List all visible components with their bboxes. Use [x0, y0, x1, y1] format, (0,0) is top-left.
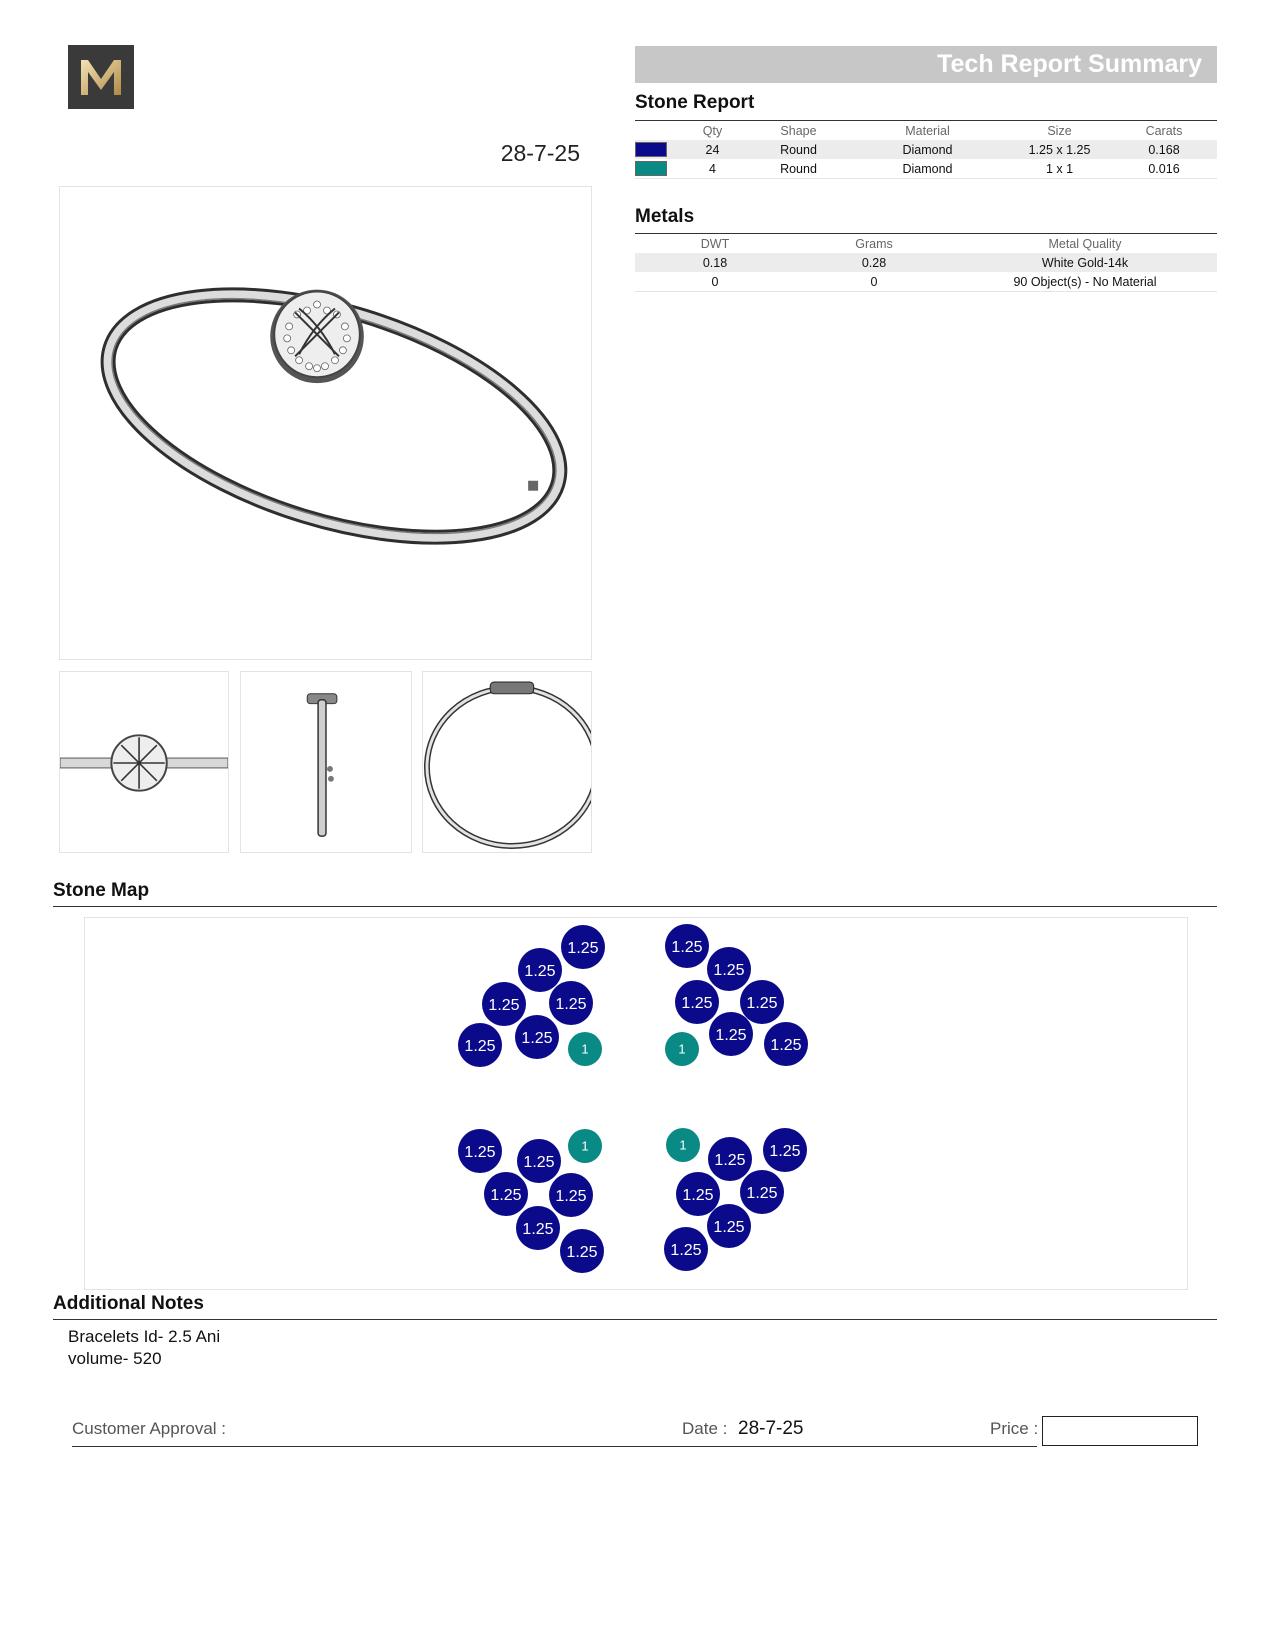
stone-1-25mm-label: 1.25	[770, 1036, 802, 1054]
metal-dwt: 0	[635, 272, 795, 292]
color-column-header	[635, 122, 675, 140]
date-label: Date :	[682, 1419, 728, 1438]
stone-1-25mm-label: 1.25	[464, 1143, 496, 1161]
stone-1-25mm	[549, 981, 593, 1025]
stone-1-25mm-label: 1.25	[746, 1184, 778, 1202]
stone-1-25mm-label: 1.25	[555, 995, 587, 1013]
stone-1-25mm	[707, 1204, 751, 1248]
stone-1-25mm	[708, 1137, 752, 1181]
stone-1-25mm-label: 1.25	[714, 1151, 746, 1169]
stone-1-25mm	[561, 925, 605, 969]
approval-date-value: 28-7-25	[738, 1418, 804, 1439]
stone-report-table	[635, 122, 1217, 179]
top-view-thumbnail	[422, 671, 592, 853]
stone-1-25mm-label: 1.25	[488, 996, 520, 1014]
stone-1-25mm-label: 1.25	[682, 1186, 714, 1204]
report-title: Tech Report Summary	[937, 50, 1202, 78]
stone-1mm	[568, 1032, 602, 1066]
stone-1-25mm	[740, 1170, 784, 1214]
table-row	[635, 253, 1217, 272]
stone-1-25mm-label: 1.25	[746, 994, 778, 1012]
metal-quality-column-header: Metal Quality	[1048, 237, 1122, 251]
stone-1-25mm	[664, 1227, 708, 1271]
stone-1-25mm-label: 1.25	[671, 938, 703, 956]
metals-divider	[635, 233, 1217, 234]
stone-1-25mm	[665, 924, 709, 968]
stone-1-25mm	[676, 1172, 720, 1216]
notes-body	[68, 1326, 220, 1370]
bangle-perspective-image	[60, 187, 591, 659]
stone-shape: Round	[750, 159, 847, 179]
stone-1-25mm-label: 1.25	[464, 1037, 496, 1055]
stone-color-swatch	[635, 142, 667, 157]
front-view-thumbnail	[59, 671, 229, 853]
metals-table	[635, 235, 1217, 292]
table-row	[635, 140, 1217, 159]
stone-report-divider	[635, 120, 1217, 121]
material-column-header: Material	[905, 124, 950, 138]
stone-carats: 0.168	[1111, 140, 1217, 159]
bangle-top-image	[423, 672, 591, 852]
additional-notes-title: Additional Notes	[53, 1293, 204, 1314]
stone-size: 1 x 1	[1008, 159, 1111, 179]
stone-shape: Round	[750, 140, 847, 159]
report-header-bar	[635, 46, 1217, 83]
metals-header-row	[635, 235, 1217, 253]
metal-grams: 0	[795, 272, 953, 292]
report-date: 28-7-25	[500, 140, 580, 166]
stone-1mm	[568, 1129, 602, 1163]
stone-1-25mm	[515, 1015, 559, 1059]
stone-1-25mm	[709, 1012, 753, 1056]
stone-color-swatch	[635, 161, 667, 176]
note-line: Bracelets Id- 2.5 Ani	[68, 1327, 221, 1346]
stone-1-25mm	[675, 980, 719, 1024]
stone-1-25mm-label: 1.25	[524, 962, 556, 980]
stone-material: Diamond	[847, 140, 1008, 159]
stone-qty: 24	[675, 140, 750, 159]
qty-column-header: Qty	[702, 124, 723, 138]
stone-report-header-row	[635, 122, 1217, 140]
shape-column-header: Shape	[780, 124, 817, 138]
stone-1-25mm	[740, 980, 784, 1024]
metals-title: Metals	[635, 206, 695, 227]
metal-grams: 0.28	[795, 253, 953, 272]
stone-1-25mm-label: 1.25	[769, 1142, 801, 1160]
bangle-side-image	[241, 672, 411, 852]
stone-1-25mm	[763, 1128, 807, 1172]
stone-1-25mm-label: 1.25	[490, 1186, 522, 1204]
m-logo-mark	[68, 45, 134, 109]
stone-map-divider	[53, 906, 1217, 907]
stone-1-25mm	[482, 982, 526, 1026]
stone-1-25mm	[484, 1172, 528, 1216]
stone-1mm-label: 1	[678, 1041, 686, 1057]
stone-1-25mm-label: 1.25	[566, 1243, 598, 1261]
stone-qty: 4	[675, 159, 750, 179]
stone-map-panel	[84, 917, 1188, 1290]
stone-1-25mm-label: 1.25	[523, 1153, 555, 1171]
stone-map-title: Stone Map	[53, 880, 150, 901]
stone-1-25mm-label: 1.25	[715, 1026, 747, 1044]
stone-1-25mm-label: 1.25	[713, 1218, 745, 1236]
stone-map-diagram	[85, 918, 1189, 1291]
stone-1-25mm-label: 1.25	[567, 939, 599, 957]
price-field[interactable]	[1042, 1416, 1198, 1446]
stone-1-25mm-label: 1.25	[555, 1187, 587, 1205]
signature-line	[72, 1446, 1037, 1447]
stone-1-25mm-label: 1.25	[522, 1220, 554, 1238]
stone-1-25mm	[560, 1229, 604, 1273]
main-product-render	[59, 186, 592, 660]
notes-divider	[53, 1319, 1217, 1320]
stone-1mm-label: 1	[679, 1137, 687, 1153]
table-row	[635, 159, 1217, 179]
customer-approval-label: Customer Approval :	[72, 1419, 227, 1438]
company-logo	[68, 45, 134, 109]
stone-1-25mm-label: 1.25	[670, 1241, 702, 1259]
stone-report-title: Stone Report	[635, 92, 755, 113]
bangle-front-image	[60, 672, 228, 852]
note-line: volume- 520	[68, 1349, 162, 1368]
side-view-thumbnail	[240, 671, 412, 853]
grams-column-header: Grams	[855, 237, 893, 251]
stone-1-25mm	[764, 1022, 808, 1066]
metal-dwt: 0.18	[635, 253, 795, 272]
stone-carats: 0.016	[1111, 159, 1217, 179]
stone-1mm-label: 1	[581, 1041, 589, 1057]
stone-1-25mm	[549, 1173, 593, 1217]
stone-1-25mm	[517, 1139, 561, 1183]
table-row	[635, 272, 1217, 292]
stone-1-25mm-label: 1.25	[713, 961, 745, 979]
stone-1-25mm	[518, 948, 562, 992]
stone-1-25mm	[707, 947, 751, 991]
metal-quality: 90 Object(s) - No Material	[953, 272, 1217, 292]
stone-1-25mm-label: 1.25	[521, 1029, 553, 1047]
stone-1mm	[666, 1128, 700, 1162]
metal-quality: White Gold-14k	[953, 253, 1217, 272]
stone-1-25mm	[458, 1023, 502, 1067]
size-column-header: Size	[1047, 124, 1072, 138]
price-label: Price :	[990, 1419, 1039, 1438]
stone-1-25mm	[458, 1129, 502, 1173]
stone-1-25mm-label: 1.25	[681, 994, 713, 1012]
dwt-column-header: DWT	[700, 237, 730, 251]
stone-1mm	[665, 1032, 699, 1066]
stone-1-25mm	[516, 1206, 560, 1250]
stone-1mm-label: 1	[581, 1138, 589, 1154]
stone-size: 1.25 x 1.25	[1008, 140, 1111, 159]
stone-material: Diamond	[847, 159, 1008, 179]
carats-column-header: Carats	[1145, 124, 1183, 138]
